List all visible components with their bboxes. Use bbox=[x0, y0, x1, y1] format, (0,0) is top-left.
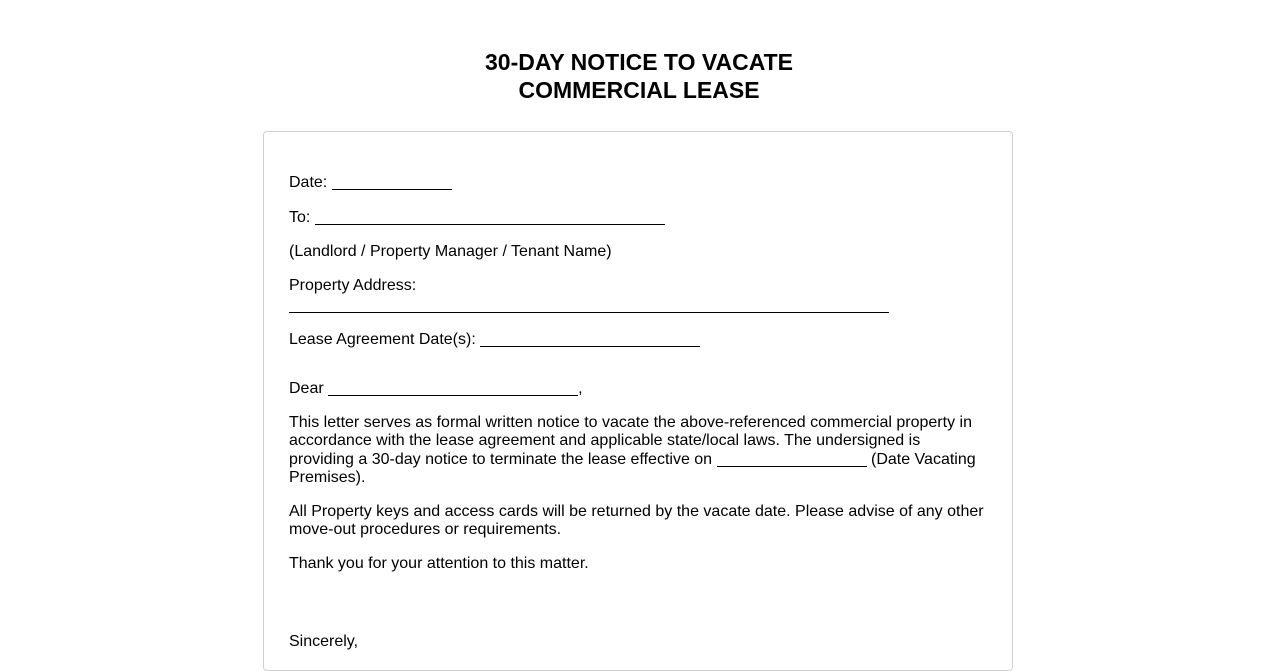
notice-paragraph bbox=[289, 414, 989, 487]
to-row bbox=[289, 208, 665, 227]
thanks-paragraph: Thank you for your attention to this matter. bbox=[289, 555, 589, 572]
lease-date-row bbox=[289, 330, 700, 349]
lease-date-blank[interactable] bbox=[480, 330, 700, 347]
dear-suffix: , bbox=[578, 380, 583, 397]
salutation-row bbox=[289, 379, 583, 398]
notice-text-part-2: (Date Vacating Premises). bbox=[289, 451, 976, 486]
date-label: Date: bbox=[289, 174, 328, 191]
document-card bbox=[263, 131, 1013, 671]
property-address-blank[interactable] bbox=[289, 296, 889, 313]
to-blank[interactable] bbox=[315, 208, 665, 225]
recipient-blank[interactable] bbox=[328, 379, 578, 396]
notice-text-part-1: This letter serves as formal written notice to vacate the above-referenced commercial property in accordance with the lease agreement and applicable state/local laws. The undersigned is providing a 30-day notice to terminate the lease effective on bbox=[289, 414, 972, 468]
page-title bbox=[0, 48, 1278, 104]
lease-date-label: Lease Agreement Date(s): bbox=[289, 331, 476, 348]
dear-label: Dear bbox=[289, 380, 324, 397]
date-blank[interactable] bbox=[332, 173, 452, 190]
title-line-1: 30-DAY NOTICE TO VACATE bbox=[484, 49, 793, 75]
title-line-2: COMMERCIAL LEASE bbox=[518, 77, 760, 103]
property-address-label: Property Address: bbox=[289, 277, 417, 294]
closing: Sincerely, bbox=[289, 633, 359, 650]
vacate-date-blank[interactable] bbox=[717, 450, 867, 467]
to-hint: (Landlord / Property Manager / Tenant Name) bbox=[289, 243, 612, 260]
keys-paragraph: All Property keys and access cards will be returned by the vacate date. Please advise of any other move-out procedures or requirements. bbox=[289, 503, 984, 538]
date-row bbox=[289, 173, 452, 192]
property-address-row bbox=[289, 296, 889, 315]
to-label: To: bbox=[289, 209, 311, 226]
